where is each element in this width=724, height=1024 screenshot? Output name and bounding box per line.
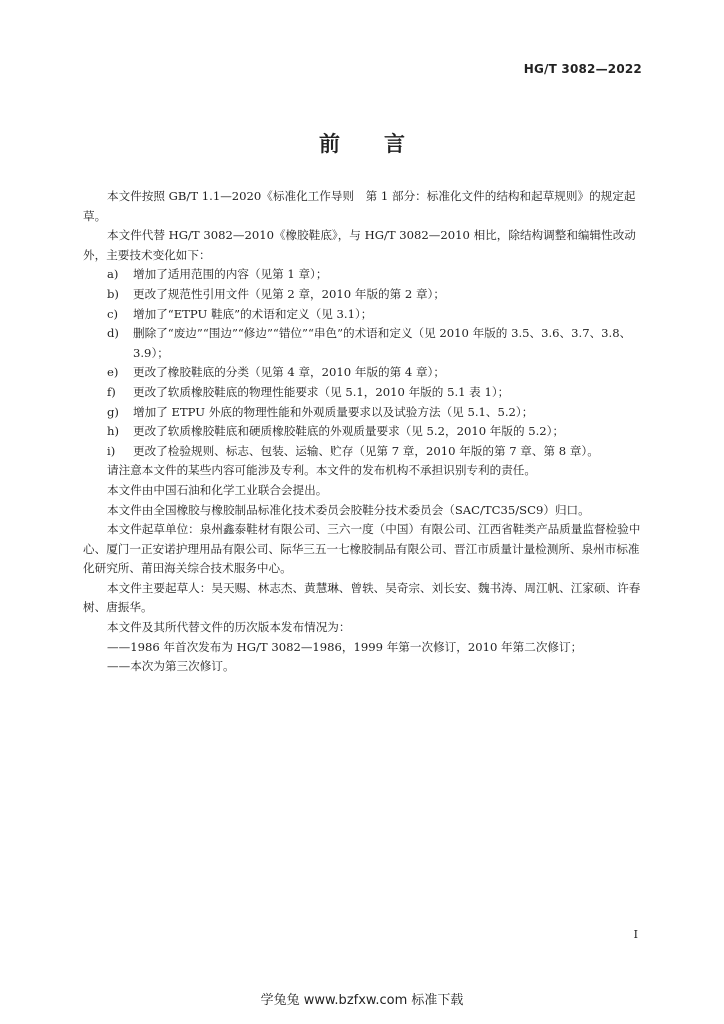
list-item-text: 更改了检验规则、标志、包装、运输、贮存（见第 7 章，2010 年版的第 7 章、第 8 章）。 <box>133 443 599 458</box>
paragraph-committee: 本文件由全国橡胶与橡胶制品标准化技术委员会胶鞋分技术委员会（SAC/TC35/SC9）归口。 <box>107 502 590 517</box>
paragraph-proposer: 本文件由中国石油和化学工业联合会提出。 <box>107 482 328 497</box>
list-item-marker: d) <box>107 326 119 341</box>
list-item <box>83 305 643 325</box>
list-item-text: 删除了“废边”“围边”“修边”“错位”“串色”的术语和定义（见 2010 年版的 3.5、3.6、3.7、3.8、3.9）； <box>133 326 632 360</box>
list-item-text: 更改了规范性引用文件（见第 2 章，2010 年版的第 2 章）； <box>133 286 445 301</box>
list-item <box>83 403 643 423</box>
list-item-marker: g) <box>107 404 119 419</box>
list-item <box>83 265 643 285</box>
list-item-text: 更改了橡胶鞋底的分类（见第 4 章，2010 年版的第 4 章）； <box>133 365 445 380</box>
list-item <box>83 422 643 442</box>
list-item-marker: e) <box>107 365 119 380</box>
list-item <box>83 324 643 363</box>
list-item-marker: h) <box>107 424 119 439</box>
list-item-marker: a) <box>107 267 119 282</box>
list-item-text: 增加了 ETPU 外底的物理性能和外观质量要求以及试验方法（见 5.1、5.2）； <box>133 404 534 419</box>
list-item-text: 增加了适用范围的内容（见第 1 章）； <box>133 267 328 282</box>
paragraph-drafting-units: 本文件起草单位：泉州鑫泰鞋材有限公司、三六一度（中国）有限公司、江西省鞋类产品质量监督检验中心、厦门一正安诺护理用品有限公司、际华三五一七橡胶制品有限公司、晋江市质量计量检测所、泉州市标准化研究所、莆田海关综合技术服务中心。 <box>83 522 641 576</box>
document-code: HG/T 3082—2022 <box>523 62 642 76</box>
list-item <box>83 363 643 383</box>
page-title: 前言 <box>319 131 449 156</box>
list-item-marker: f) <box>107 384 116 399</box>
footer-watermark-text: 学兔兔 www.bzfxw.com 标准下载 <box>260 993 464 1008</box>
list-item-text: 增加了“ETPU 鞋底”的术语和定义（见 3.1）； <box>133 306 373 321</box>
changes-list <box>83 265 643 461</box>
paragraph-drafting-rules: 本文件按照 GB/T 1.1—2020《标准化工作导则 第 1 部分：标准化文件的结构和起草规则》的规定起草。 <box>83 189 636 223</box>
history-item: ——本次为第三次修订。 <box>107 659 235 674</box>
list-item <box>83 383 643 403</box>
paragraph-replacement: 本文件代替 HG/T 3082—2010《橡胶鞋底》，与 HG/T 3082—2010 相比，除结构调整和编辑性改动外，主要技术变化如下： <box>83 228 636 262</box>
paragraph-history-intro: 本文件及其所代替文件的历次版本发布情况为： <box>107 620 351 635</box>
list-item <box>83 442 643 462</box>
list-item-text: 更改了软质橡胶鞋底的物理性能要求（见 5.1，2010 年版的 5.1 表 1）； <box>133 384 510 399</box>
list-item-marker: b) <box>107 286 119 301</box>
paragraph-drafters: 本文件主要起草人：吴天赐、林志杰、黄慧琳、曾轶、吴奇宗、刘长安、魏书涛、周江帆、江家硕、许春树、唐振华。 <box>83 580 641 615</box>
list-item <box>83 285 643 305</box>
page-number: I <box>633 928 638 941</box>
list-item-text: 更改了软质橡胶鞋底和硬质橡胶鞋底的外观质量要求（见 5.2，2010 年版的 5.2）； <box>133 424 565 439</box>
list-item-marker: c) <box>107 306 119 321</box>
list-item-marker: i) <box>107 443 116 458</box>
foreword-body <box>83 187 643 677</box>
paragraph-patent-notice: 请注意本文件的某些内容可能涉及专利。本文件的发布机构不承担识别专利的责任。 <box>107 463 536 478</box>
history-item: ——1986 年首次发布为 HG/T 3082—1986，1999 年第一次修订，2010 年第二次修订； <box>107 639 583 654</box>
